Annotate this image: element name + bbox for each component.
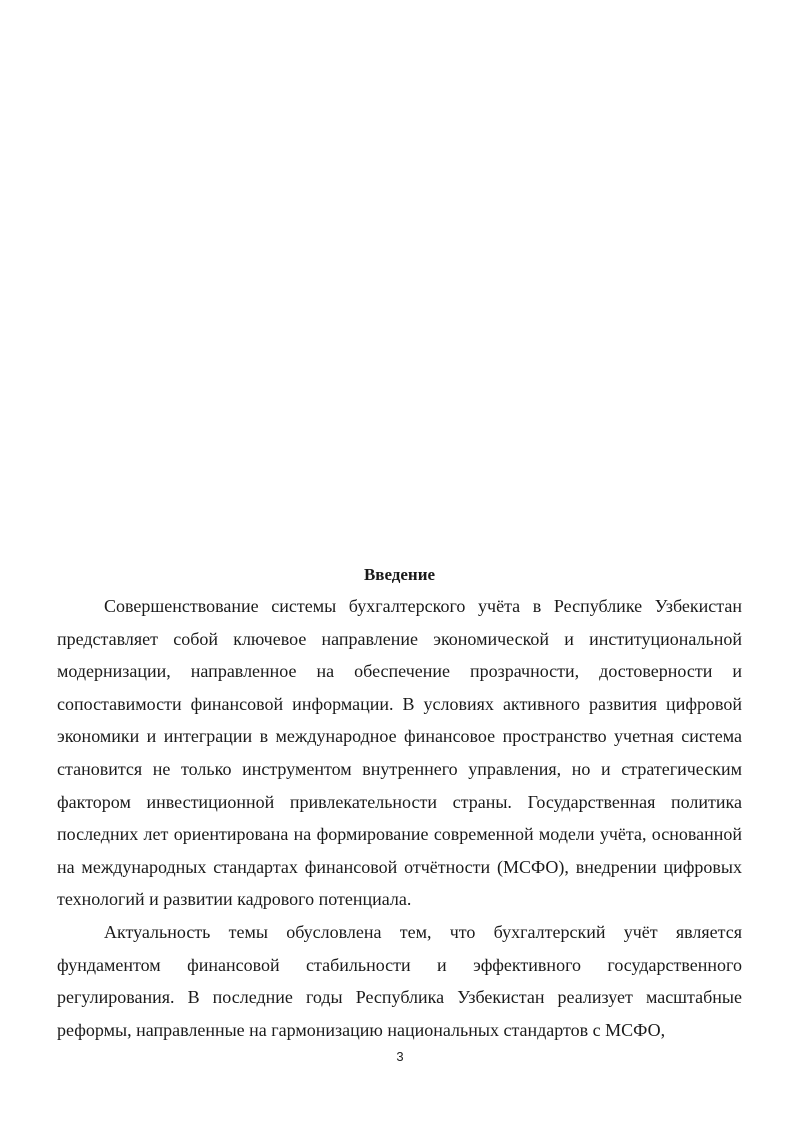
- page-content: [57, 562, 742, 1046]
- paragraph-relevance: Актуальность темы обусловлена тем, что бухгалтерский учёт является фундаментом финансовой стабильности и эффективного государственного регулирования. В последние годы Республика Узбекистан реализует масштабные реформы, направленные на гармонизацию национальных стандартов с МСФО,: [57, 921, 742, 1040]
- paragraph-intro: Совершенствование системы бухгалтерского учёта в Республике Узбекистан представляет собой ключевое направление экономической и институциональной модернизации, направленное на обеспечение прозрачности, достоверности и сопоставимости финансовой информации. В условиях активного развития цифровой экономики и интеграции в международное финансовое пространство учетная система становится не только инструментом внутреннего управления, но и стратегическим фактором инвестиционной привлекательности страны. Государственная политика последних лет ориентирована на формирование современной модели учёта, основанной на международных стандартах финансовой отчётности (МСФО), внедрении цифровых технологий и развитии кадрового потенциала.: [57, 596, 742, 910]
- section-heading: Введение: [363, 565, 436, 584]
- page-number: 3: [396, 1049, 404, 1064]
